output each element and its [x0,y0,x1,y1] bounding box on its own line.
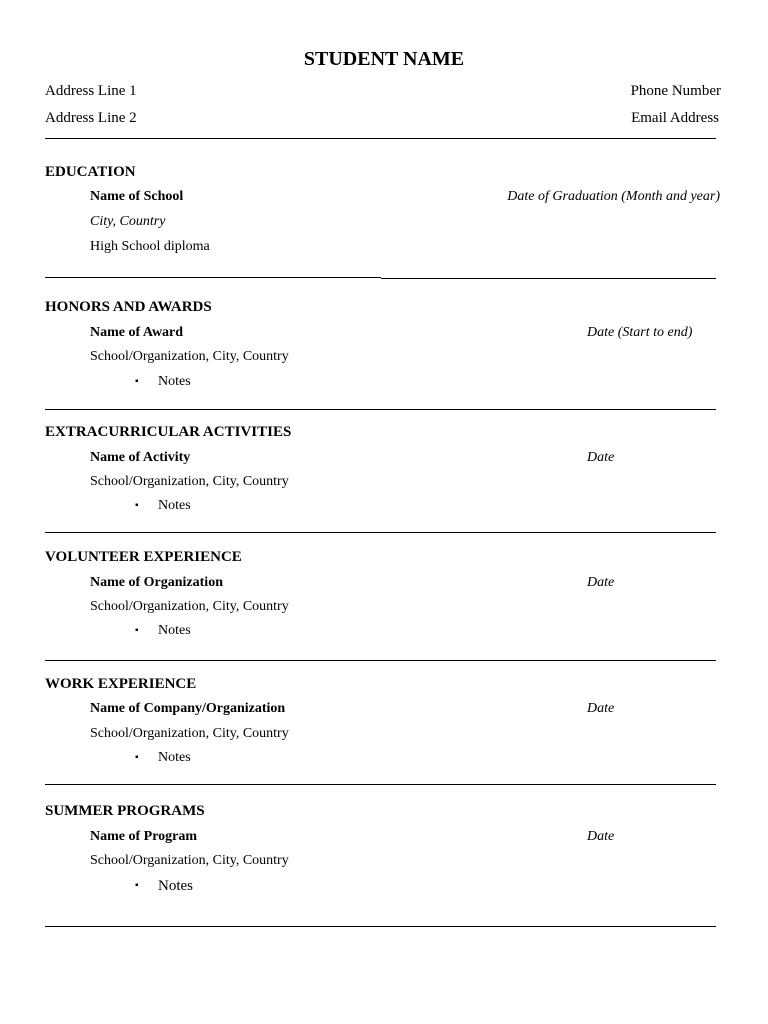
summer-divider [45,926,716,927]
address-line-1: Address Line 1 [45,83,137,99]
bullet-icon: ▪ [135,880,139,891]
volunteer-date: Date [587,575,615,590]
graduation-date: Date of Graduation (Month and year) [507,189,720,204]
program-organization: School/Organization, City, Country [90,853,289,868]
education-heading: EDUCATION [45,164,136,180]
email-address: Email Address [631,110,719,126]
bullet-icon: ▪ [135,500,139,511]
education-divider-right [381,278,716,279]
activity-date: Date [587,450,615,465]
award-date: Date (Start to end) [587,325,693,340]
school-location: City, Country [90,214,166,229]
extracurricular-divider [45,532,716,533]
work-divider [45,784,716,785]
work-organization: School/Organization, City, Country [90,726,289,741]
company-name: Name of Company/Organization [90,701,286,716]
program-date: Date [587,829,615,844]
award-notes: Notes [158,374,191,389]
volunteer-heading: VOLUNTEER EXPERIENCE [45,549,242,565]
student-name: STUDENT NAME [303,48,465,70]
degree: High School diploma [90,239,210,254]
award-name: Name of Award [90,325,184,340]
work-heading: WORK EXPERIENCE [45,676,197,692]
bullet-icon: ▪ [135,625,139,636]
work-notes: Notes [158,750,191,765]
education-divider-left [45,277,381,278]
award-organization: School/Organization, City, Country [90,349,289,364]
volunteer-notes: Notes [158,623,191,638]
address-line-2: Address Line 2 [45,110,137,126]
volunteer-divider [45,660,716,661]
activity-organization: School/Organization, City, Country [90,474,289,489]
bullet-icon: ▪ [135,752,139,763]
phone-number: Phone Number [630,83,721,99]
header-divider [45,138,716,139]
work-date: Date [587,701,615,716]
extracurricular-heading: EXTRACURRICULAR ACTIVITIES [45,424,292,440]
volunteer-org-name: Name of Organization [90,575,223,590]
activity-notes: Notes [158,498,191,513]
program-notes: Notes [158,878,193,894]
school-name: Name of School [90,189,184,204]
activity-name: Name of Activity [90,450,191,465]
program-name: Name of Program [90,829,198,844]
volunteer-organization: School/Organization, City, Country [90,599,289,614]
honors-heading: HONORS AND AWARDS [45,299,212,315]
bullet-icon: ▪ [135,376,139,387]
summer-heading: SUMMER PROGRAMS [45,803,205,819]
honors-divider [45,409,716,410]
